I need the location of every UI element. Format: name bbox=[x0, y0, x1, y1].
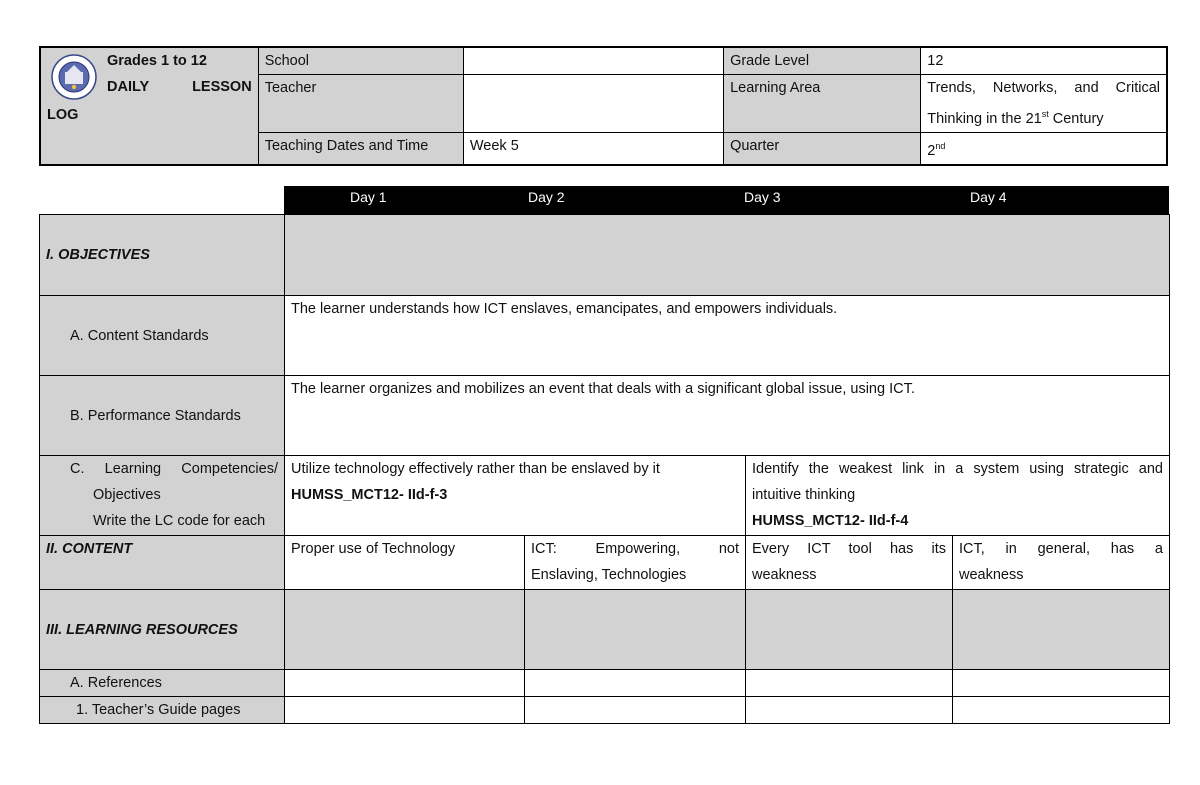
teachers-guide-day1 bbox=[285, 697, 525, 724]
teacher-label: Teacher bbox=[258, 75, 463, 133]
header-table bbox=[39, 46, 1168, 166]
teaching-dates-value: Week 5 bbox=[463, 132, 723, 164]
day-2-header: Day 2 bbox=[528, 189, 565, 205]
content-standards-label: A. Content Standards bbox=[40, 296, 285, 376]
grade-level-value: 12 bbox=[921, 47, 1167, 75]
competency-1-text: Utilize technology effectively rather than be enslaved by it bbox=[291, 461, 660, 477]
learning-resources-day1 bbox=[285, 590, 525, 670]
header-title-daily-lesson: DAILY LESSON bbox=[107, 79, 252, 95]
content-day1: Proper use of Technology bbox=[285, 536, 525, 590]
competencies-label-line1: C. Learning Competencies/ bbox=[70, 461, 278, 477]
content-day3-line1: Every ICT tool has its bbox=[752, 541, 946, 557]
header-title-log: LOG bbox=[47, 107, 79, 123]
competencies-label bbox=[40, 456, 285, 536]
teachers-guide-day3 bbox=[746, 697, 953, 724]
references-day1 bbox=[285, 670, 525, 697]
lesson-log-table bbox=[39, 214, 1170, 724]
teachers-guide-label: 1. Teacher’s Guide pages bbox=[40, 697, 285, 724]
competencies-label-line3: Write the LC code for each bbox=[93, 513, 266, 529]
teachers-guide-day4 bbox=[953, 697, 1170, 724]
content-day4 bbox=[953, 536, 1170, 590]
references-day4 bbox=[953, 670, 1170, 697]
content-day4-line2: weakness bbox=[959, 567, 1024, 583]
teacher-value[interactable] bbox=[463, 75, 723, 133]
school-value[interactable] bbox=[463, 47, 723, 75]
content-day2 bbox=[525, 536, 746, 590]
competencies-label-line2: Objectives bbox=[93, 487, 161, 503]
content-day3-line2: weakness bbox=[752, 567, 817, 583]
competency-day12 bbox=[285, 456, 746, 536]
performance-standards-label: B. Performance Standards bbox=[40, 376, 285, 456]
content-day4-line1: ICT, in general, has a bbox=[959, 541, 1163, 557]
learning-area-line1: Trends, Networks, and Critical bbox=[927, 80, 1160, 96]
quarter-label: Quarter bbox=[724, 132, 921, 164]
deped-seal-icon bbox=[51, 54, 97, 100]
teaching-dates-label: Teaching Dates and Time bbox=[258, 132, 463, 164]
content-standards-text: The learner understands how ICT enslaves, emancipates, and empowers individuals. bbox=[285, 296, 1170, 376]
competency-day34 bbox=[746, 456, 1170, 536]
content-day2-line1: ICT: Empowering, not bbox=[531, 541, 739, 557]
day-1-header: Day 1 bbox=[350, 189, 387, 205]
teachers-guide-day2 bbox=[525, 697, 746, 724]
objectives-heading: I. OBJECTIVES bbox=[40, 215, 285, 296]
content-day3 bbox=[746, 536, 953, 590]
learning-area-line2: Thinking in the 21st Century bbox=[927, 109, 1104, 127]
quarter-value: 2nd bbox=[921, 132, 1167, 164]
day-4-header: Day 4 bbox=[970, 189, 1007, 205]
content-heading: II. CONTENT bbox=[40, 536, 285, 590]
content-day2-line2: Enslaving, Technologies bbox=[531, 567, 687, 583]
day-header-bar bbox=[284, 186, 1169, 214]
learning-area-label: Learning Area bbox=[724, 75, 921, 133]
references-day2 bbox=[525, 670, 746, 697]
header-title-cell bbox=[40, 47, 258, 165]
day-3-header: Day 3 bbox=[744, 189, 781, 205]
competency-2-text-line1: Identify the weakest link in a system using strategic and bbox=[752, 461, 1163, 477]
learning-resources-day2 bbox=[525, 590, 746, 670]
competency-1-code: HUMSS_MCT12- IId-f-3 bbox=[291, 487, 448, 503]
header-title-grades: Grades 1 to 12 bbox=[107, 53, 207, 69]
references-day3 bbox=[746, 670, 953, 697]
objectives-cell bbox=[285, 215, 1170, 296]
references-label: A. References bbox=[40, 670, 285, 697]
learning-resources-day3 bbox=[746, 590, 953, 670]
school-label: School bbox=[258, 47, 463, 75]
learning-area-value bbox=[921, 75, 1167, 133]
competency-2-text-line2: intuitive thinking bbox=[752, 487, 856, 503]
grade-level-label: Grade Level bbox=[724, 47, 921, 75]
learning-resources-heading: III. LEARNING RESOURCES bbox=[40, 590, 285, 670]
learning-resources-day4 bbox=[953, 590, 1170, 670]
competency-2-code: HUMSS_MCT12- IId-f-4 bbox=[752, 513, 909, 529]
performance-standards-text: The learner organizes and mobilizes an event that deals with a significant global issue, using ICT. bbox=[285, 376, 1170, 456]
